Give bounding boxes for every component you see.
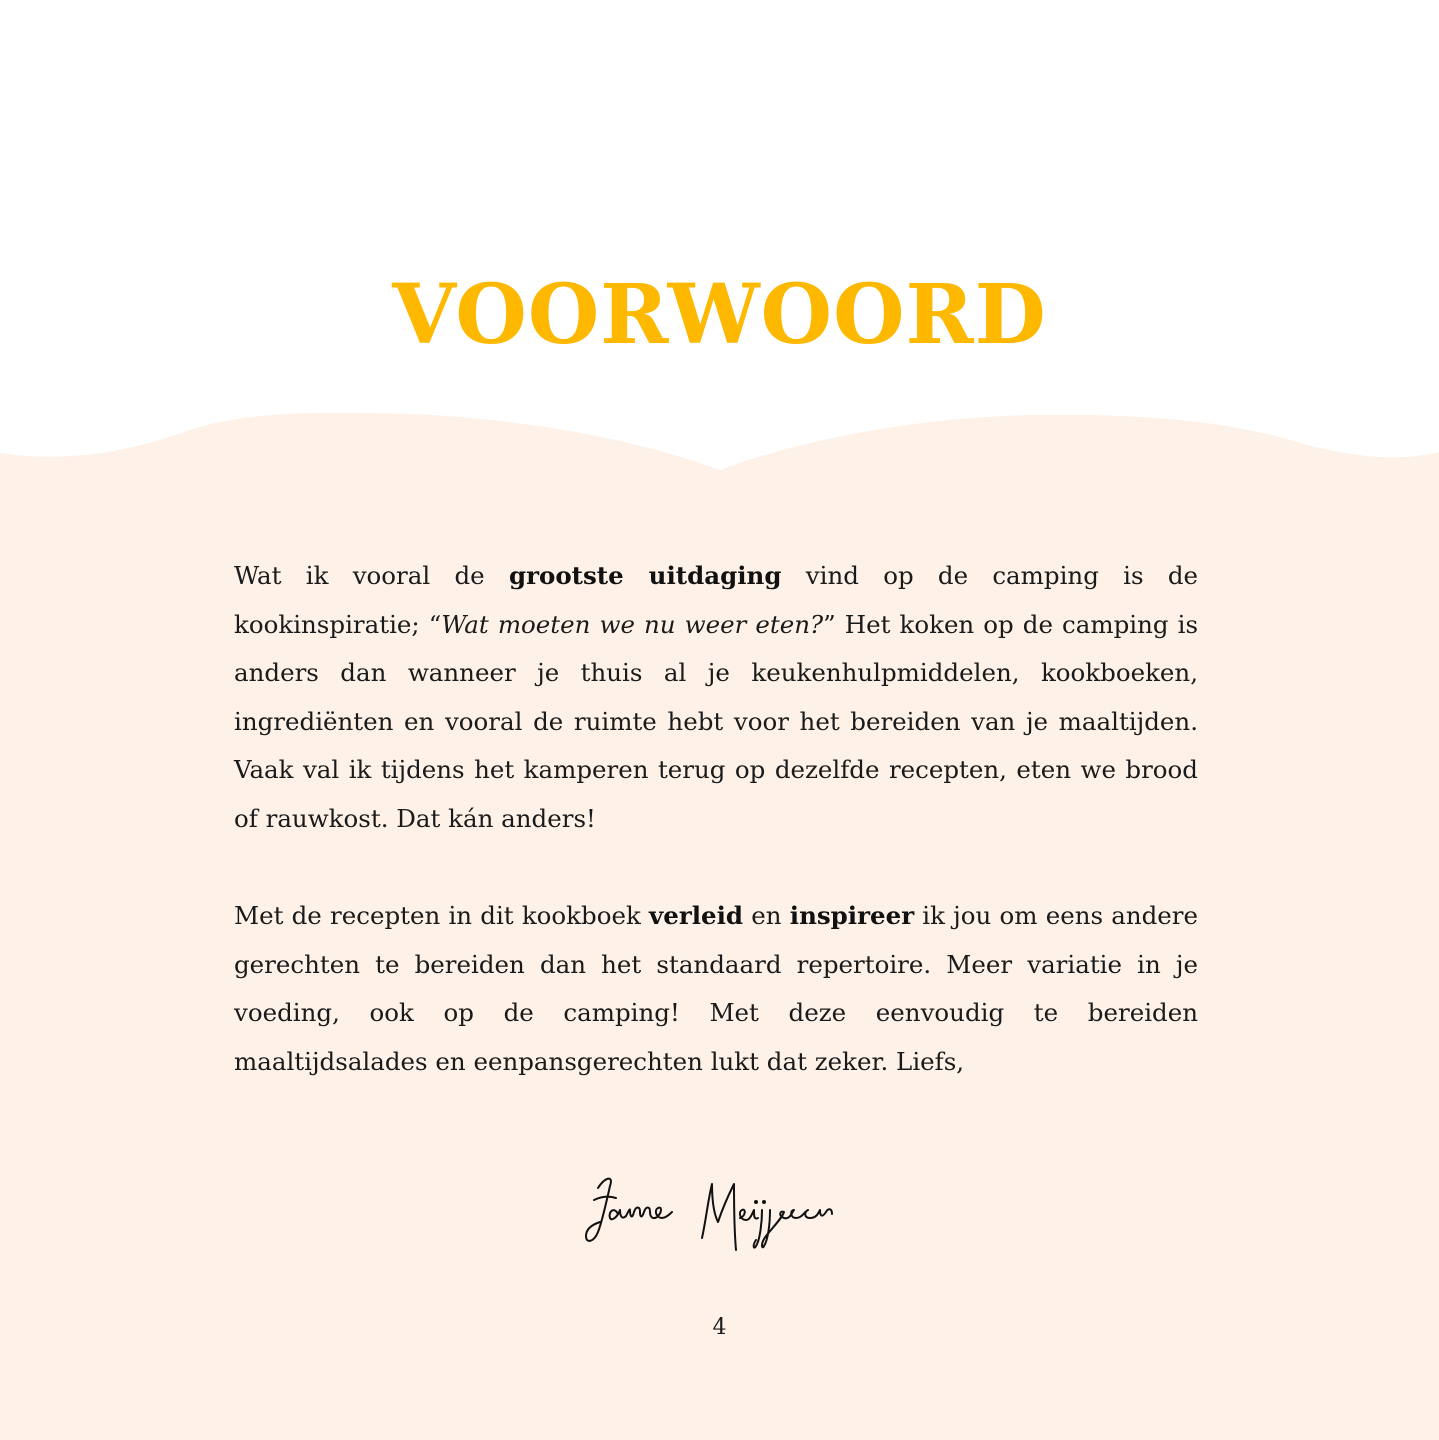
text-segment: Wat ik vooral de [234,561,509,590]
emphasis-bold: grootste uitdaging [508,561,782,590]
paragraph-1 [234,552,1198,844]
signature [570,1160,870,1270]
page-title: VOORWOORD [392,266,1047,363]
emphasis-bold: inspireer [789,901,915,931]
text-segment: ik jou om eens andere gerechten te bereiden dan het standaard repertoire. Meer variatie in je voeding, ook op de camping! Met deze eenvoudig te bereiden maaltijdsalades en eenpansgerechten lukt dat zeker. Liefs, [234,901,1199,1076]
paragraph-2 [234,892,1198,1086]
foreword-body [234,552,1198,1087]
text-segment: ” Het koken op de camping is anders dan wanneer je thuis al je keukenhulpmiddelen, kookboeken, ingrediënten en vooral de ruimte hebt voor het bereiden van je maaltijden. Vaak val ik tijdens het kamperen terug op dezelfde recepten, eten we brood of rauwkost. Dat kán anders! [234,609,1199,833]
text-segment: vind op de camping is de kookinspiratie; “ [234,561,1199,639]
emphasis-bold: verleid [649,901,744,931]
text-segment: en [743,901,790,931]
quote-italic: Wat moeten we nu weer eten? [441,609,824,639]
text-segment: Met de recepten in dit kookboek [234,901,649,931]
page-number: 4 [712,1315,727,1340]
